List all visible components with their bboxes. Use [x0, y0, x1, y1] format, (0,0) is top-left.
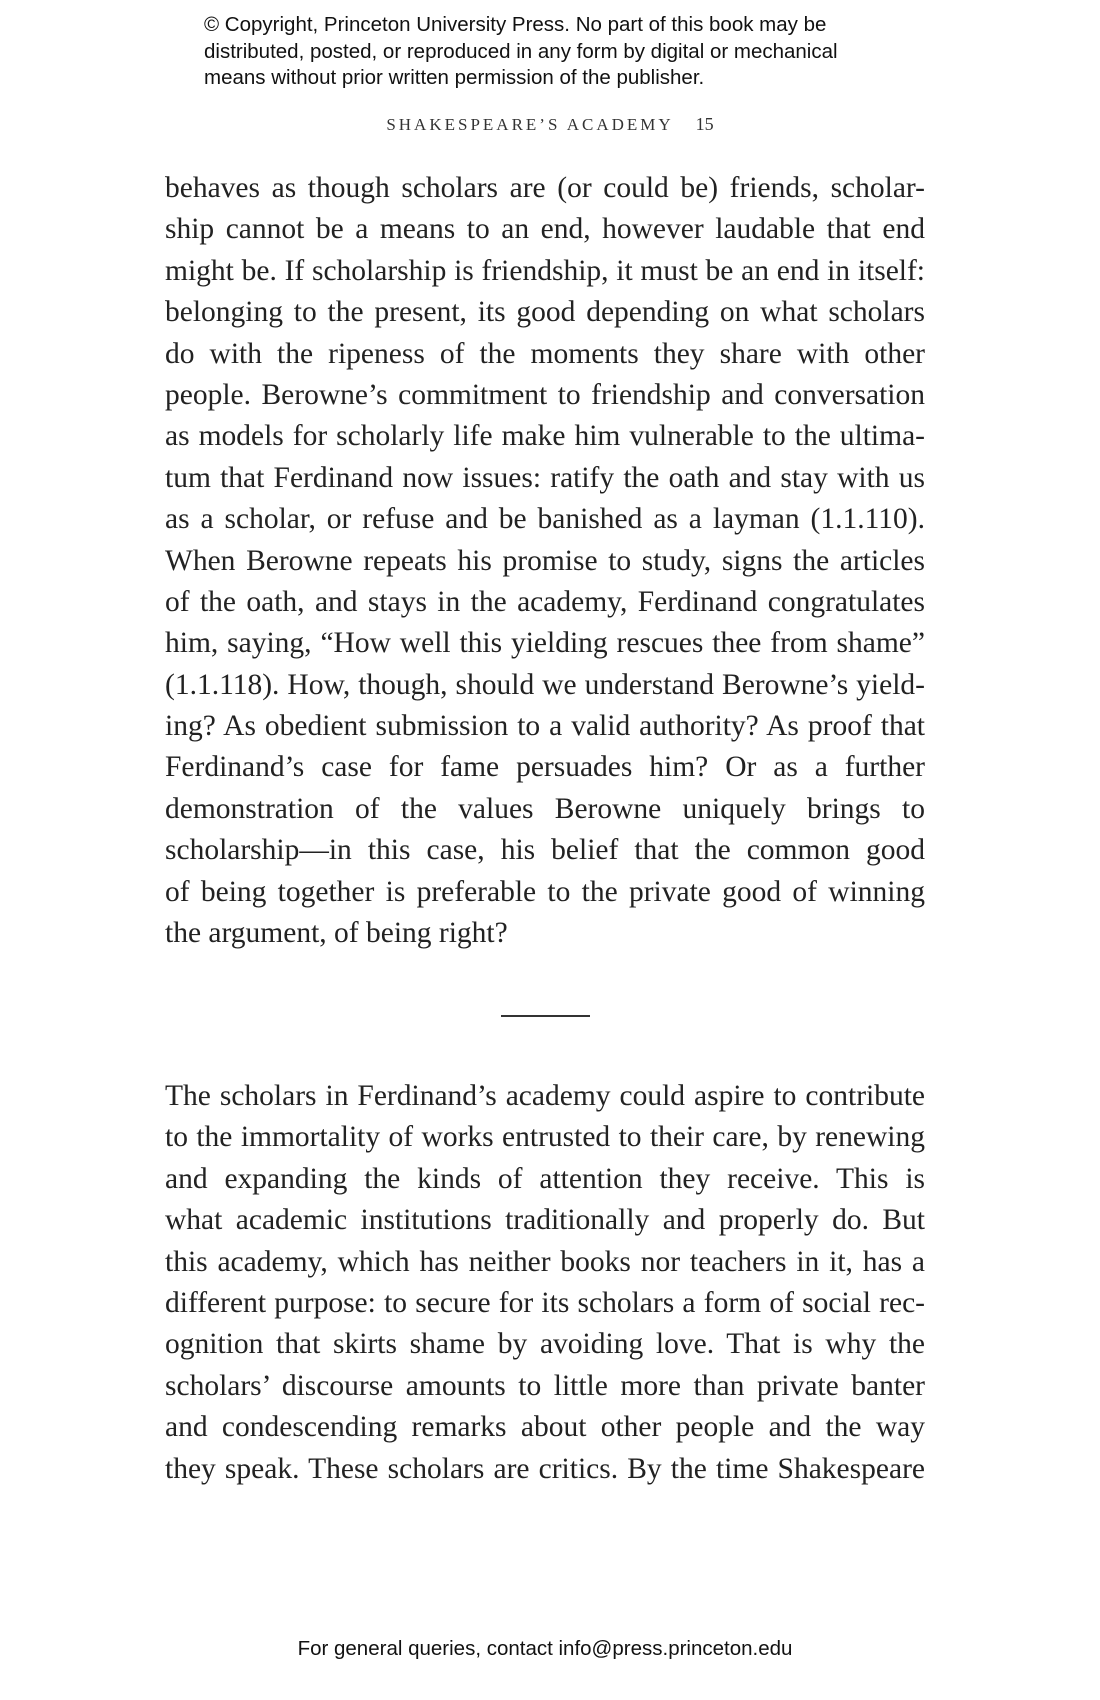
body-paragraph-2 [165, 1076, 925, 1490]
text-line: belonging to the present, its good depending on what scholars [165, 296, 925, 329]
text-line: tum that Ferdinand now issues: ratify the oath and stay with us [165, 461, 925, 494]
text-line: might be. If scholarship is friendship, it must be an end in itself: [165, 254, 925, 287]
text-line: what academic institutions traditionally and properly do. But [165, 1204, 925, 1237]
text-line: as a scholar, or refuse and be banished as a layman (1.1.110). [165, 503, 925, 536]
text-line: do with the ripeness of the moments they share with other [165, 337, 925, 370]
text-line: The scholars in Ferdinand’s academy could aspire to contribute [165, 1080, 925, 1112]
text-line: to the immortality of works entrusted to their care, by renewing [165, 1121, 925, 1154]
text-line: Ferdinand’s case for fame persuades him? Or as a further [165, 751, 925, 784]
running-head-title: SHAKESPEARE’S ACADEMY [386, 115, 674, 134]
text-line: scholarship—in this case, his belief that the common good [165, 834, 925, 867]
text-line: (1.1.118). How, though, should we understand Berowne’s yield- [165, 668, 925, 701]
copyright-line: distributed, posted, or reproduced in any form by digital or mechanical [204, 39, 838, 63]
text-line: of being together is preferable to the private good of winning [165, 875, 925, 908]
text-line: him, saying, “How well this yielding rescues thee from shame” [165, 627, 925, 660]
body-paragraph-1 [165, 168, 925, 954]
text-line: behaves as though scholars are (or could be) friends, scholar- [165, 172, 925, 204]
text-line: ship cannot be a means to an end, however laudable that end [165, 213, 925, 246]
copyright-notice [204, 12, 838, 92]
text-line: and expanding the kinds of attention they receive. This is [165, 1162, 925, 1195]
text-line: this academy, which has neither books nor teachers in it, has a [165, 1245, 925, 1278]
footer-contact: For general queries, contact info@press.princeton.edu [297, 1637, 793, 1660]
text-line: they speak. These scholars are critics. By the time Shakespeare [165, 1452, 925, 1485]
text-line: the argument, of being right? [165, 917, 508, 950]
text-line: ognition that skirts shame by avoiding love. That is why the [165, 1328, 925, 1361]
text-line: different purpose: to secure for its scholars a form of social rec- [165, 1286, 925, 1319]
copyright-line: © Copyright, Princeton University Press. No part of this book may be [204, 13, 827, 36]
text-line: as models for scholarly life make him vulnerable to the ultima- [165, 420, 925, 453]
text-line: When Berowne repeats his promise to study, signs the articles [165, 544, 925, 577]
copyright-line: means without prior written permission of the publisher. [204, 66, 705, 89]
running-head [0, 114, 1100, 135]
text-line: ing? As obedient submission to a valid authority? As proof that [165, 710, 925, 743]
page-number: 15 [695, 114, 714, 134]
section-divider [501, 1015, 590, 1017]
text-line: demonstration of the values Berowne uniquely brings to [165, 792, 925, 825]
text-line: of the oath, and stays in the academy, Ferdinand congratulates [165, 585, 925, 618]
text-line: people. Berowne’s commitment to friendship and conversation [165, 378, 925, 411]
text-line: scholars’ discourse amounts to little more than private banter [165, 1369, 925, 1402]
text-line: and condescending remarks about other people and the way [165, 1411, 925, 1444]
